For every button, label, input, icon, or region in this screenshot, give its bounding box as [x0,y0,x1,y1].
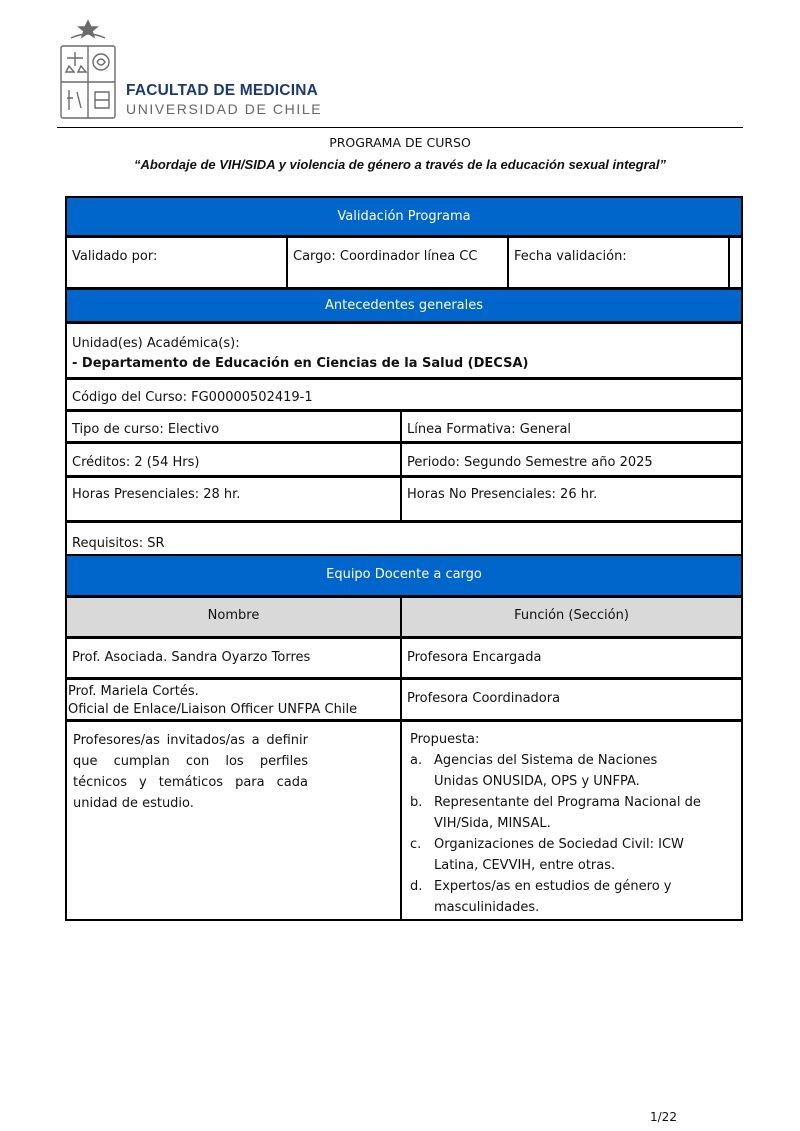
requisitos-field: Requisitos: SR [65,521,743,556]
university-seal-icon [57,18,119,120]
unidad-label: Unidad(es) Académica(s): [72,336,240,351]
propuesta-list [410,750,701,918]
list-item: b. Representante del Programa Nacional de VIH/Sida, MINSAL. [410,795,701,831]
docente-funcion-1: Profesora Encargada [400,637,743,679]
column-header-funcion: Función (Sección) [400,596,743,638]
unidad-academica-field [65,322,743,379]
tipo-curso-field: Tipo de curso: Electivo [65,410,402,443]
docente-funcion-3 [400,720,743,921]
docente-nombre-2-line1: Prof. Mariela Cortés. [68,684,199,699]
codigo-curso-field: Código del Curso: FG00000502419-1 [65,378,743,411]
university-name: UNIVERSIDAD DE CHILE [126,101,323,117]
faculty-logo [57,18,323,120]
docente-nombre-2-line2: Oficial de Enlace/Liaison Officer UNFPA Chile [68,702,358,717]
document-title: PROGRAMA DE CURSO [329,135,471,150]
periodo-field: Periodo: Segundo Semestre año 2025 [400,442,743,477]
creditos-field: Créditos: 2 (54 Hrs) [65,442,402,477]
docente-nombre-1: Prof. Asociada. Sandra Oyarzo Torres [65,637,402,679]
propuesta-label: Propuesta: [410,732,480,747]
page-number: 1/22 [650,1110,677,1124]
section-header-antecedentes: Antecedentes generales [65,288,743,323]
course-subtitle: “Abordaje de VIH/SIDA y violencia de género a través de la educación sexual integral” [134,157,666,172]
list-item: d. Expertos/as en estudios de género y masculinidades. [410,879,672,915]
fecha-validacion-field: Fecha validación: [507,236,730,289]
unidad-value: - Departamento de Educación en Ciencias de la Salud (DECSA) [72,356,529,371]
empty-cell [728,236,743,289]
list-item: c. Organizaciones de Sociedad Civil: ICW Latina, CEVVIH, entre otras. [410,837,684,873]
column-header-nombre: Nombre [65,596,402,638]
section-header-validacion: Validación Programa [65,196,743,237]
docente-nombre-3: Profesores/as invitados/as a definir que cumplan con los perfiles técnicos y temáticos para cada unidad de estudio. [73,733,308,811]
docente-funcion-2: Profesora Coordinadora [400,678,743,721]
header-divider [57,127,743,128]
horas-presenciales-field: Horas Presenciales: 28 hr. [65,476,402,522]
linea-formativa-field: Línea Formativa: General [400,410,743,443]
cargo-field: Cargo: Coordinador línea CC [286,236,509,289]
section-header-equipo: Equipo Docente a cargo [65,554,743,597]
horas-no-presenciales-field: Horas No Presenciales: 26 hr. [400,476,743,522]
faculty-name: FACULTAD DE MEDICINA [126,82,318,99]
validado-por-field: Validado por: [65,236,288,289]
docente-nombre-2 [65,678,402,721]
list-item: a. Agencias del Sistema de Naciones Unidas ONUSIDA, OPS y UNFPA. [410,753,658,789]
